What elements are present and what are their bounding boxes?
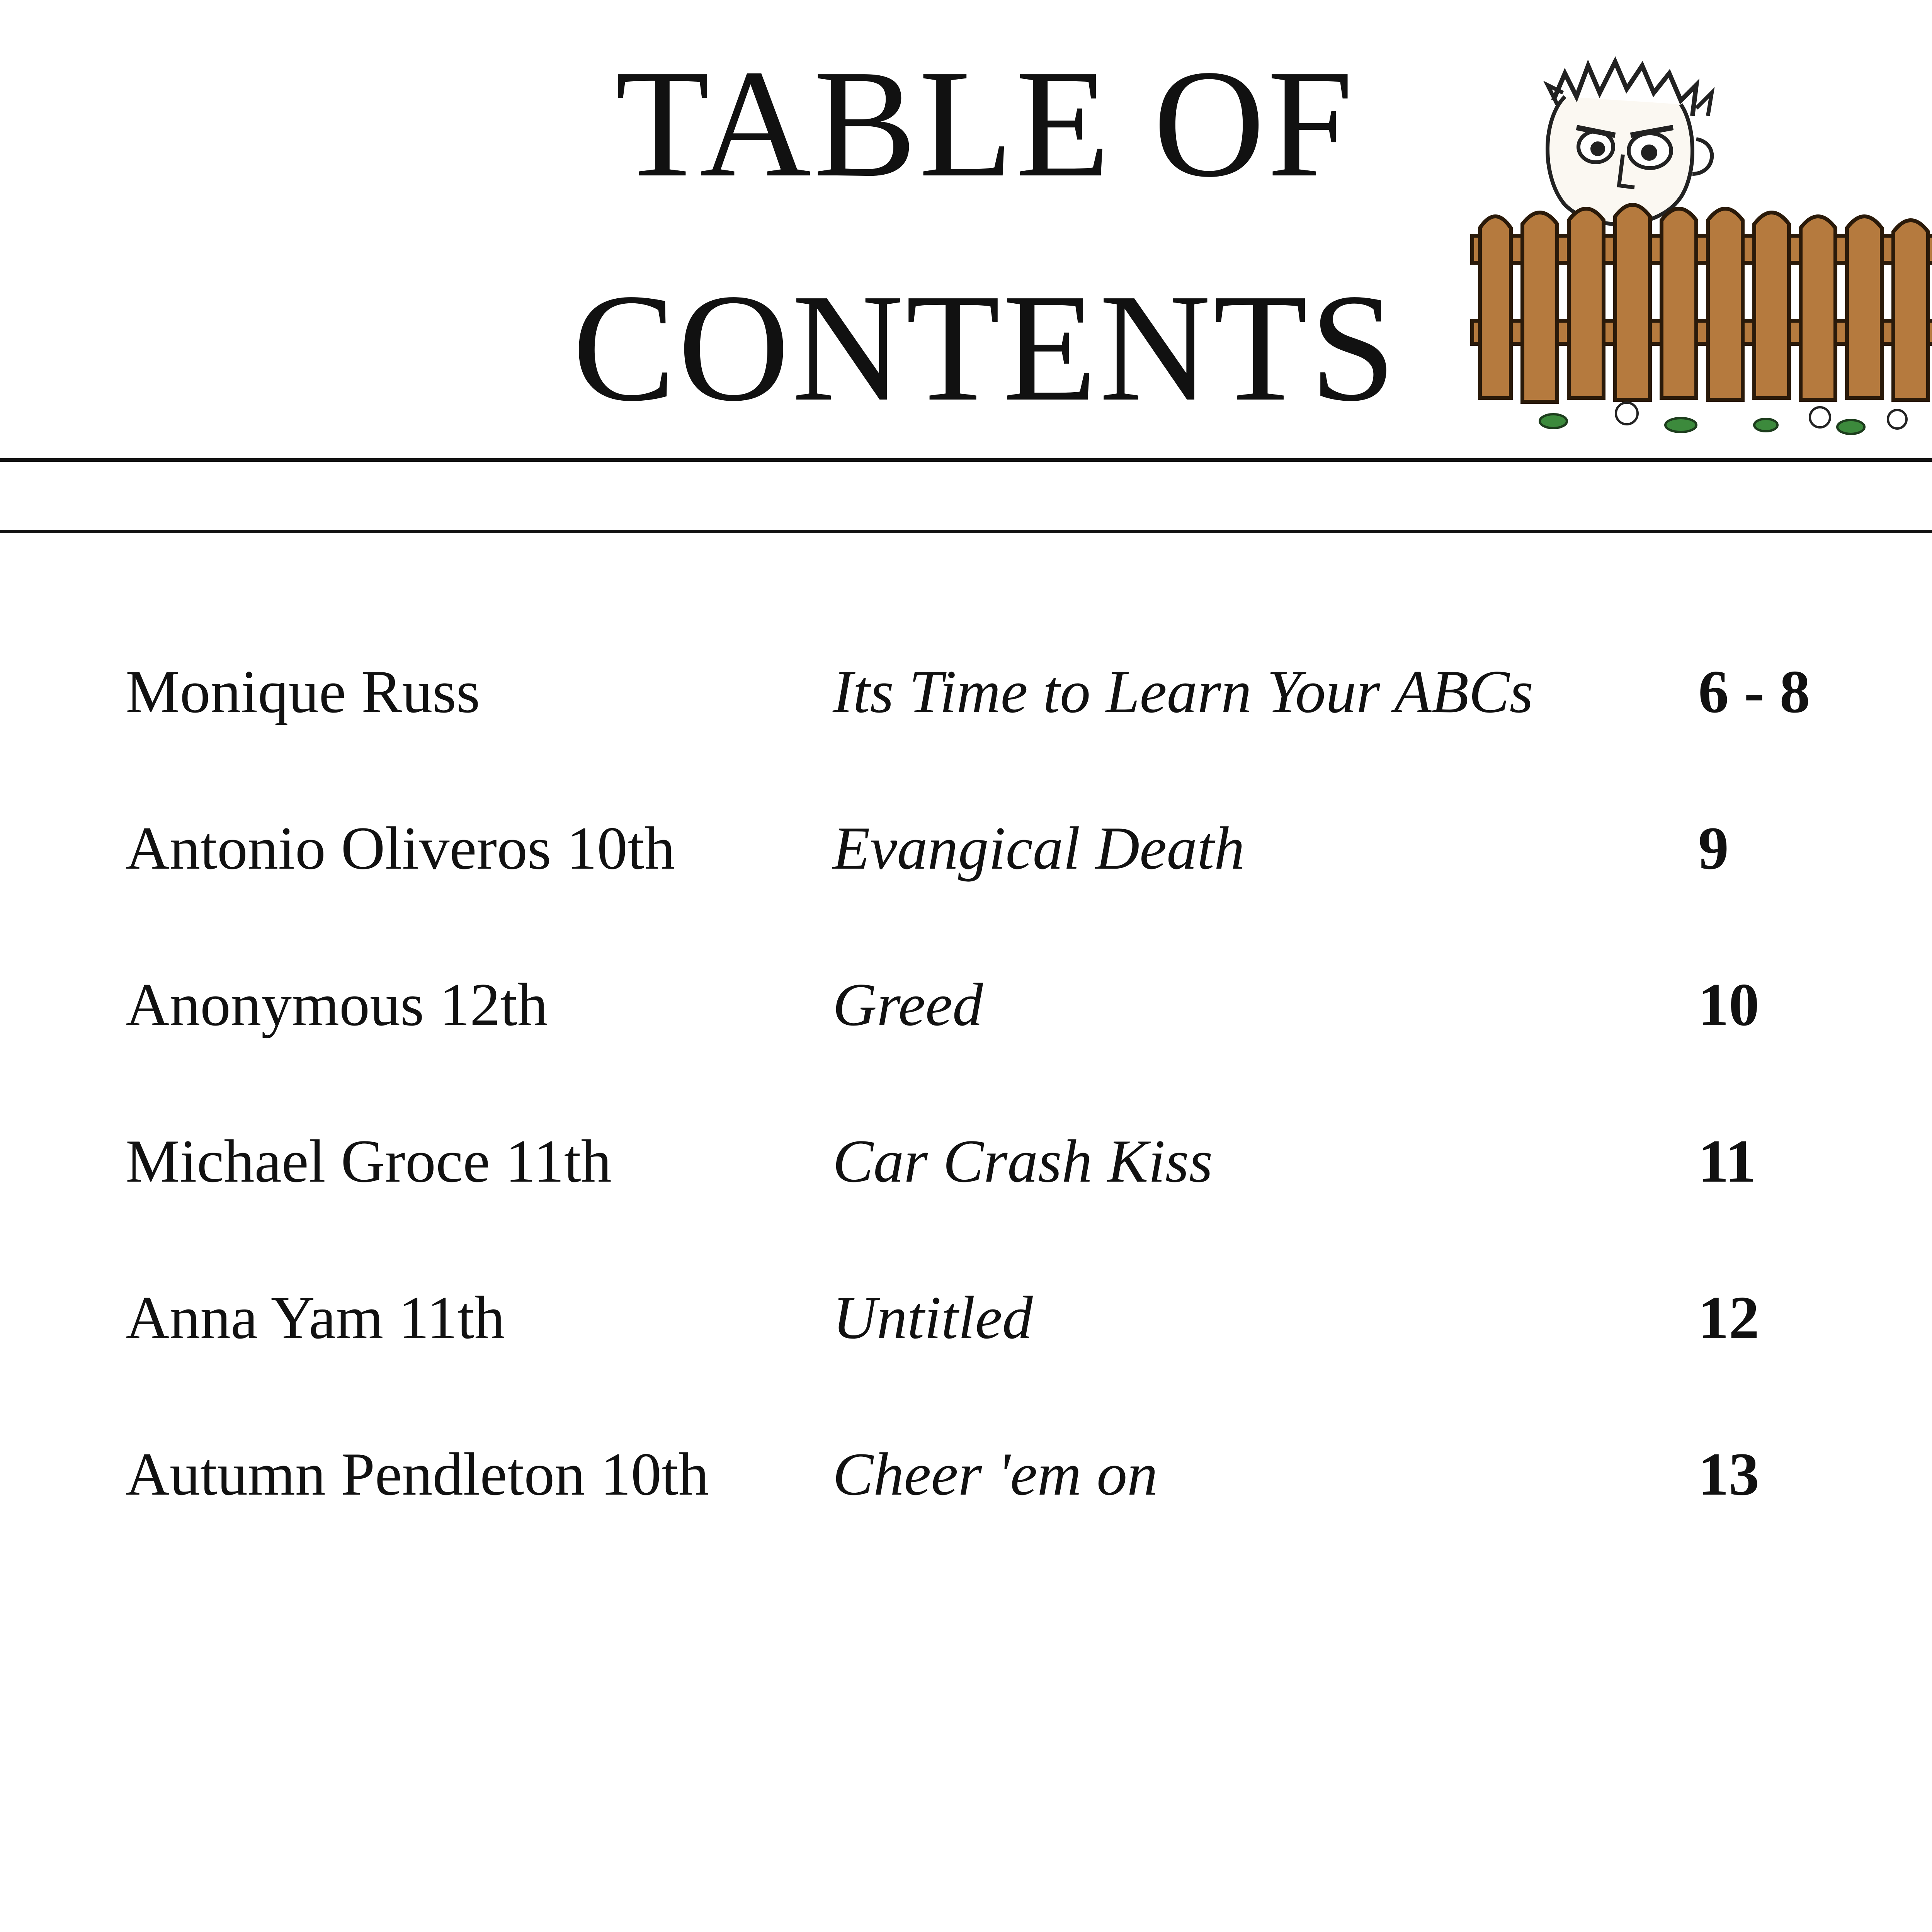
toc-work-title: Untitled — [833, 1284, 1033, 1352]
toc-page-number: 9 — [1698, 815, 1729, 882]
toc-author: Autumn Pendleton 10th — [126, 1440, 709, 1508]
toc-work-title: Cheer 'em on — [833, 1440, 1158, 1508]
toc-author: Antonio Oliveros 10th — [126, 815, 675, 882]
toc-author: Monique Russ — [126, 658, 480, 726]
toc-entry — [0, 657, 1932, 750]
toc-author: Anna Yam 11th — [126, 1284, 505, 1352]
toc-author: Michael Groce 11th — [126, 1128, 612, 1195]
fence-face-drawing — [1464, 50, 1932, 471]
toc-work-title: Its Time to Learn Your ABCs — [833, 658, 1534, 726]
fish-drawing — [1028, 1924, 1932, 1932]
toc-entry — [0, 1439, 1932, 1532]
toc-entry — [0, 813, 1932, 906]
toc-page-number: 12 — [1698, 1284, 1759, 1352]
header-rule-bottom — [0, 530, 1932, 533]
toc-entry — [0, 1283, 1932, 1376]
toc-page-number: 6 - 8 — [1698, 658, 1810, 726]
toc-entry — [0, 1126, 1932, 1219]
toc-page-number: 13 — [1698, 1440, 1759, 1508]
toc-entry — [0, 970, 1932, 1063]
toc-author: Anonymous 12th — [126, 971, 548, 1039]
page-title-line-1: TABLE OF — [615, 38, 1355, 209]
header-rule-top — [0, 458, 1932, 462]
toc-work-title: Car Crash Kiss — [833, 1128, 1213, 1195]
toc-work-title: Evangical Death — [833, 815, 1245, 882]
toc-page-number: 10 — [1698, 971, 1759, 1039]
page-title-line-2: CONTENTS — [572, 262, 1398, 433]
toc-work-title: Greed — [833, 971, 983, 1039]
toc-page-number: 11 — [1698, 1128, 1756, 1195]
